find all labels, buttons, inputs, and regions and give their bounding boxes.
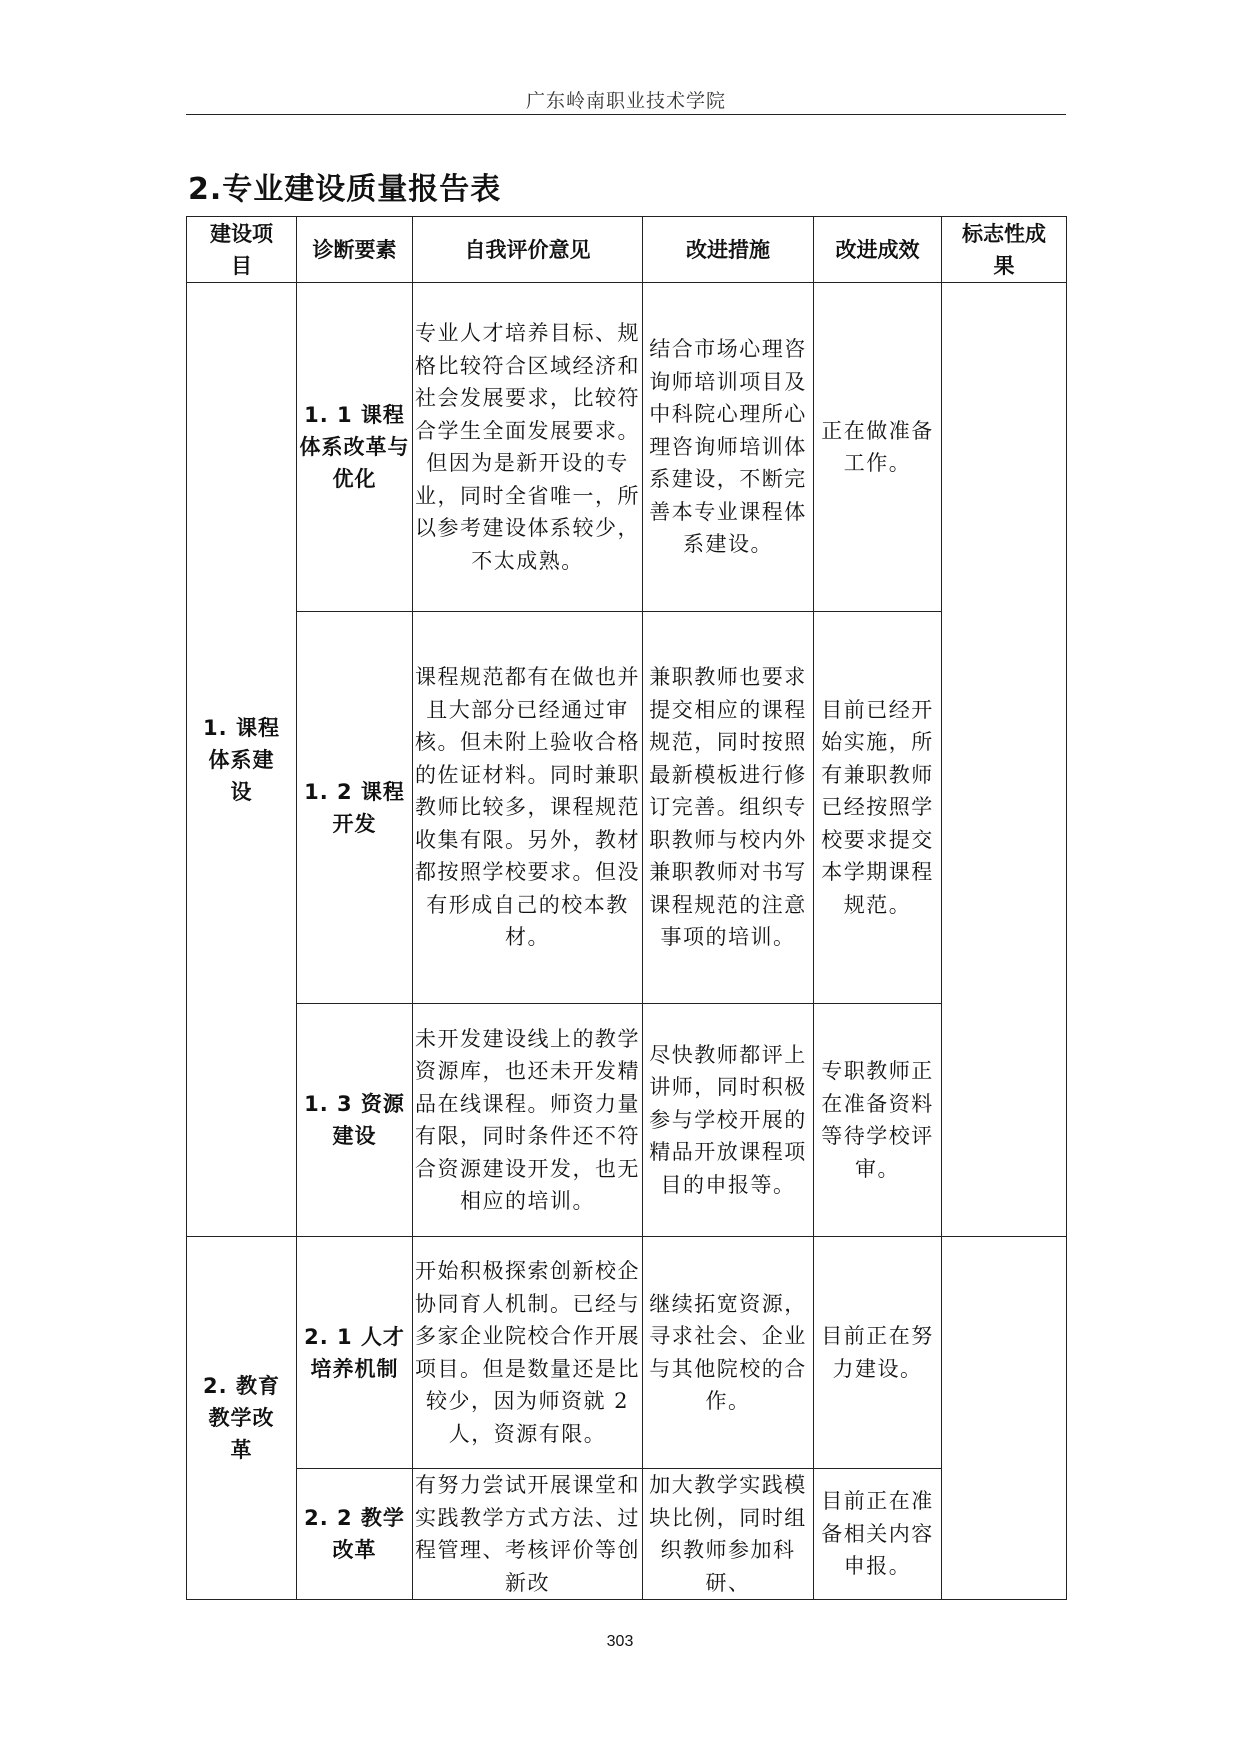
table-header-row [187,217,1067,283]
element-cell: 1. 2 课程开发 [297,612,413,1004]
page-number: 303 [606,1633,634,1650]
quality-report-table [186,216,1067,1600]
project-cell: 2. 教育教学改革 [187,1237,297,1600]
element-cell: 2. 2 教学改革 [297,1469,413,1600]
page-header-title: 广东岭南职业技术学院 [525,90,726,112]
achievement-cell [942,283,1067,1237]
table-row [187,283,1067,612]
effect-cell: 正在做准备工作。 [814,283,942,612]
effect-cell: 目前正在努力建设。 [814,1237,942,1469]
table-row [187,612,1067,1004]
measures-cell: 继续拓宽资源，寻求社会、企业与其他院校的合作。 [643,1237,814,1469]
evaluation-cell: 开始积极探索创新校企协同育人机制。已经与多家企业院校合作开展项目。但是数量还是比较少，因为师资就 2 人，资源有限。 [413,1237,643,1469]
header-evaluation: 自我评价意见 [413,217,643,283]
measures-cell: 结合市场心理咨询师培训项目及中科院心理所心理咨询师培训体系建设，不断完善本专业课程体系建设。 [643,283,814,612]
header-measures: 改进措施 [643,217,814,283]
evaluation-cell: 有努力尝试开展课堂和实践教学方式方法、过程管理、考核评价等创新改 [413,1469,643,1600]
element-cell: 1. 3 资源建设 [297,1004,413,1237]
project-cell: 1. 课程体系建设 [187,283,297,1237]
header-element: 诊断要素 [297,217,413,283]
measures-cell: 加大教学实践模块比例，同时组织教师参加科研、 [643,1469,814,1600]
measures-cell: 兼职教师也要求提交相应的课程规范，同时按照最新模板进行修订完善。组织专职教师与校内外兼职教师对书写课程规范的注意事项的培训。 [643,612,814,1004]
effect-cell: 目前正在准备相关内容申报。 [814,1469,942,1600]
evaluation-cell: 课程规范都有在做也并且大部分已经通过审核。但未附上验收合格的佐证材料。同时兼职教师比较多，课程规范收集有限。另外，教材都按照学校要求。但没有形成自己的校本教材。 [413,612,643,1004]
evaluation-cell: 专业人才培养目标、规格比较符合区域经济和社会发展要求，比较符合学生全面发展要求。但因为是新开设的专业，同时全省唯一，所以参考建设体系较少，不太成熟。 [413,283,643,612]
header-project: 建设项目 [187,217,297,283]
section-title: 2.专业建设质量报告表 [188,172,502,207]
evaluation-cell: 未开发建设线上的教学资源库，也还未开发精品在线课程。师资力量有限，同时条件还不符合资源建设开发，也无相应的培训。 [413,1004,643,1237]
achievement-cell [942,1237,1067,1600]
element-cell: 1. 1 课程体系改革与优化 [297,283,413,612]
measures-cell: 尽快教师都评上讲师，同时积极参与学校开展的精品开放课程项目的申报等。 [643,1004,814,1237]
effect-cell: 专职教师正在准备资料等待学校评审。 [814,1004,942,1237]
header-effect: 改进成效 [814,217,942,283]
header-achievement: 标志性成果 [942,217,1067,283]
element-cell: 2. 1 人才培养机制 [297,1237,413,1469]
table-row [187,1469,1067,1600]
effect-cell: 目前已经开始实施，所有兼职教师已经按照学校要求提交本学期课程规范。 [814,612,942,1004]
header-divider [186,114,1066,115]
table-row [187,1237,1067,1469]
table-row [187,1004,1067,1237]
